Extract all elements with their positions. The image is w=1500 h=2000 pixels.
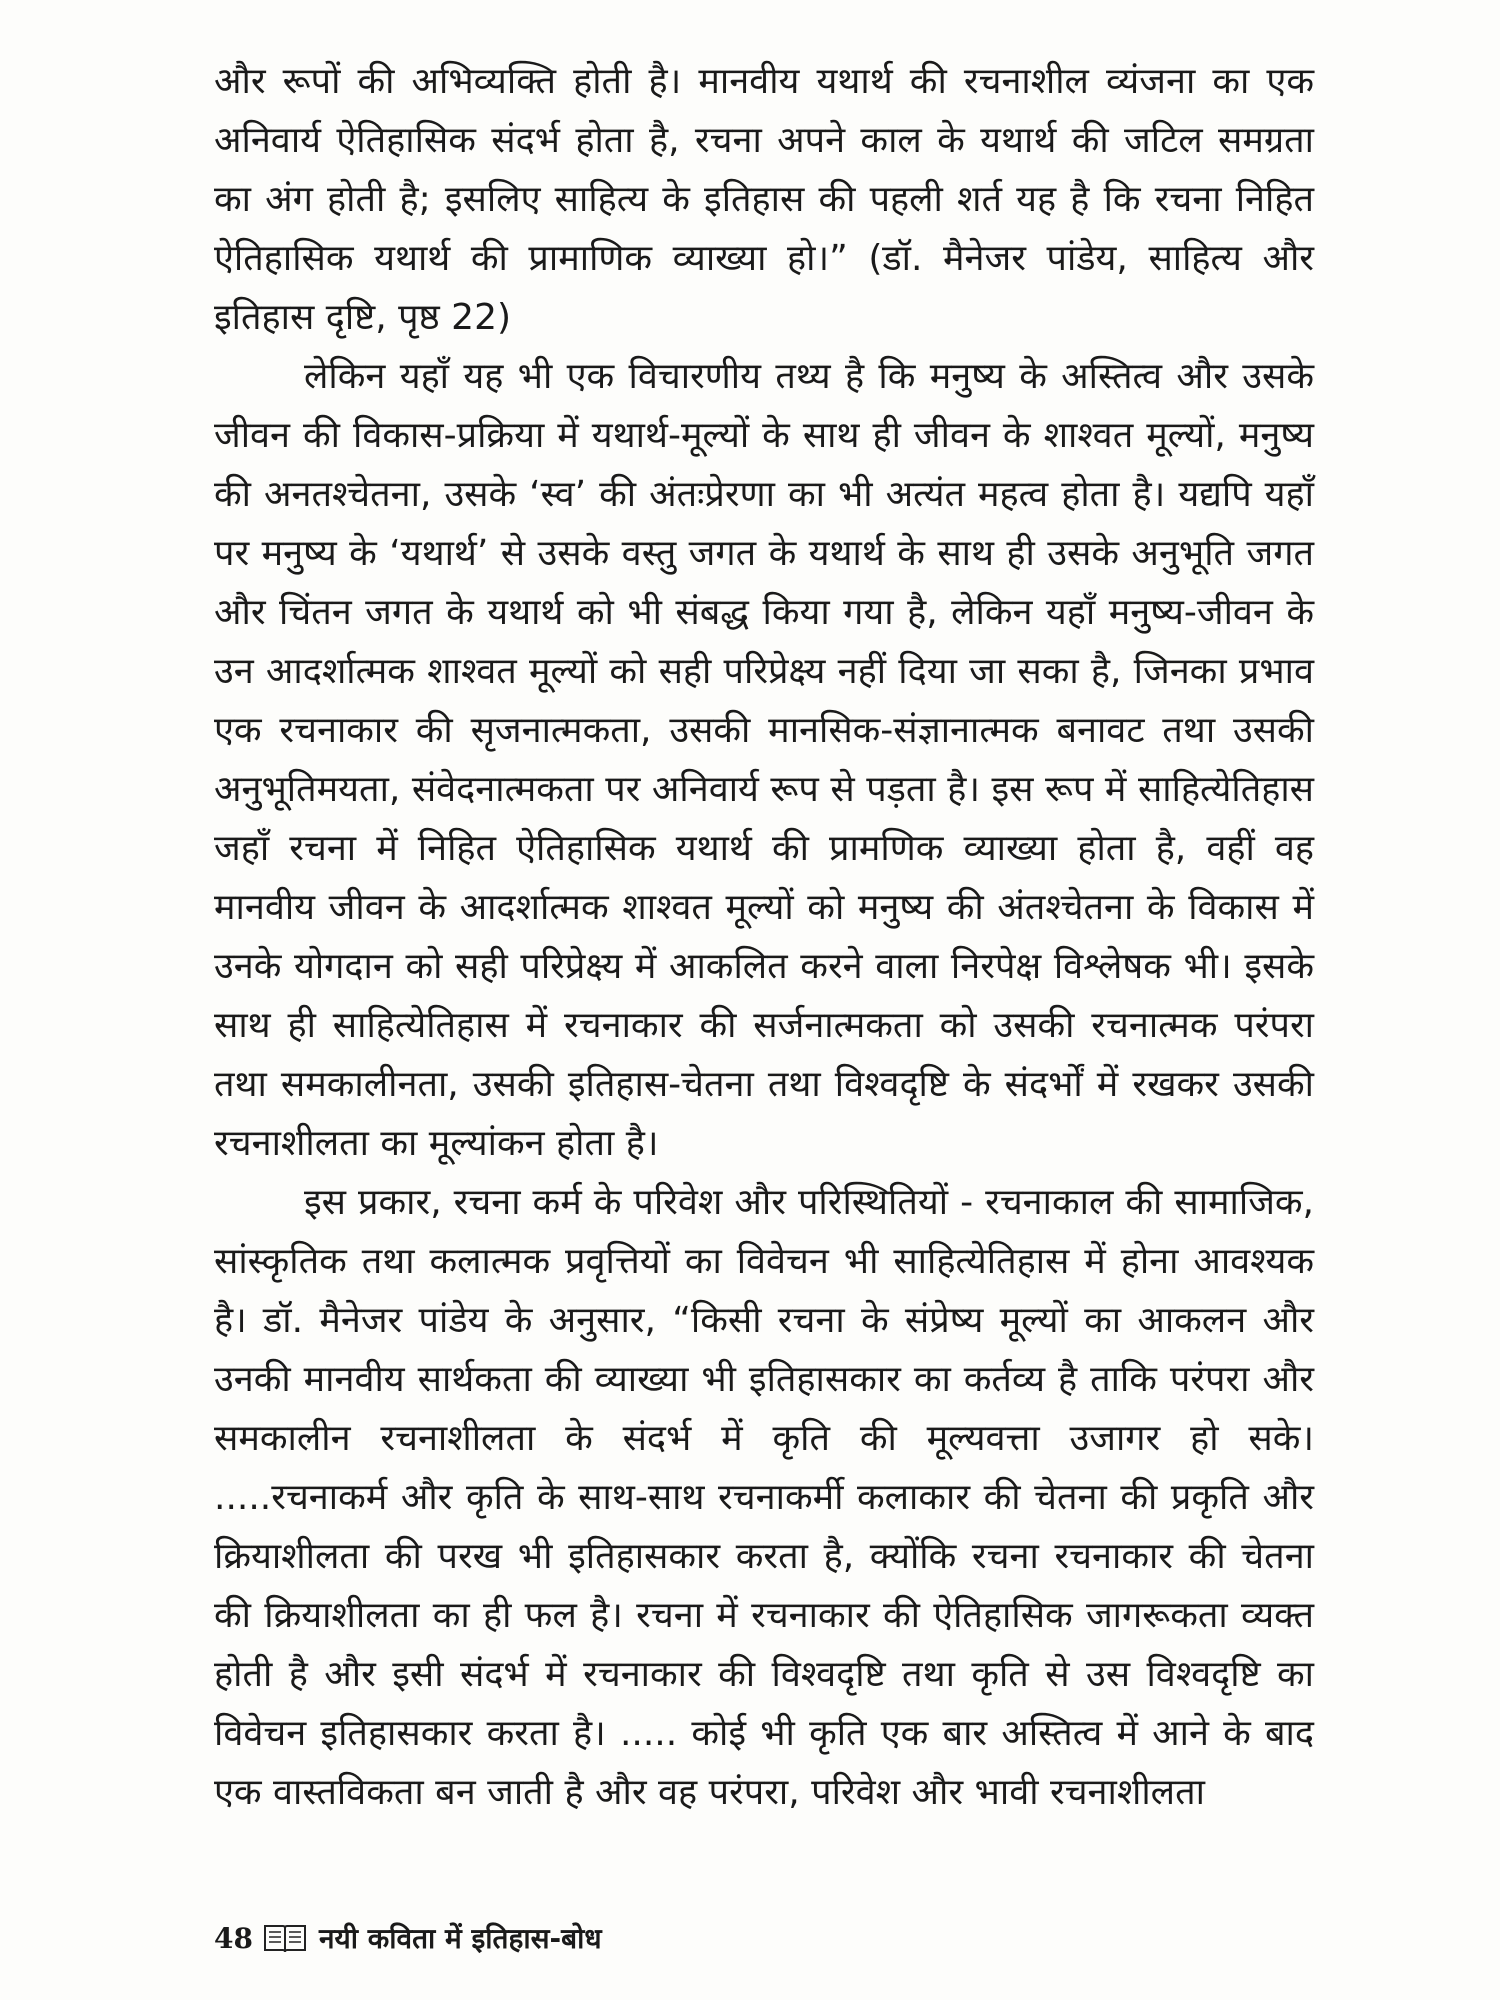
- paragraph-creative-environment: इस प्रकार, रचना कर्म के परिवेश और परिस्थितियों - रचनाकाल की सामाजिक, सांस्कृतिक तथा कलात्मक प्रवृत्तियों का विवेचन भी साहित्येतिहास में होना आवश्यक है। डॉ. मैनेजर पांडेय के अनुसार, “किसी रचना के संप्रेष्य मूल्यों का आकलन और उनकी मानवीय सार्थकता की व्याख्या भी इतिहासकार का कर्तव्य है ताकि परंपरा और समकालीन रचनाशीलता के संदर्भ में कृति की मूल्यवत्ता उजागर हो सके। .....रचनाकर्म और कृति के साथ-साथ रचनाकर्मी कलाकार की चेतना की प्रकृति और क्रियाशीलता की परख भी इतिहासकार करता है, क्योंकि रचना रचनाकार की चेतना की क्रियाशीलता का ही फल है। रचना में रचनाकार की ऐतिहासिक जागरूकता व्यक्त होती है और इसी संदर्भ में रचनाकार की विश्वदृष्टि तथा कृति से उस विश्वदृष्टि का विवेचन इतिहासकार करता है। ..... कोई भी कृति एक बार अस्तित्व में आने के बाद एक वास्तविकता बन जाती है और वह परंपरा, परिवेश और भावी रचनाशीलता: [214, 1182, 1314, 1813]
- book-title: नयी कविता में इतिहास-बोध: [318, 1922, 602, 1955]
- page-number: 48: [214, 1921, 253, 1955]
- paragraph-eternal-values: लेकिन यहाँ यह भी एक विचारणीय तथ्य है कि मनुष्य के अस्तित्व और उसके जीवन की विकास-प्रक्रिया में यथार्थ-मूल्यों के साथ ही जीवन के शाश्वत मूल्यों, मनुष्य की अनतश्चेतना, उसके ‘स्व’ की अंतःप्रेरणा का भी अत्यंत महत्व होता है। यद्यपि यहाँ पर मनुष्य के ‘यथार्थ’ से उसके वस्तु जगत के यथार्थ के साथ ही उसके अनुभूति जगत और चिंतन जगत के यथार्थ को भी संबद्ध किया गया है, लेकिन यहाँ मनुष्य-जीवन के उन आदर्शात्मक शाश्वत मूल्यों को सही परिप्रेक्ष्य नहीं दिया जा सका है, जिनका प्रभाव एक रचनाकार की सृजनात्मकता, उसकी मानसिक-संज्ञानात्मक बनावट तथा उसकी अनुभूतिमयता, संवेदनात्मकता पर अनिवार्य रूप से पड़ता है। इस रूप में साहित्येतिहास जहाँ रचना में निहित ऐतिहासिक यथार्थ की प्रामणिक व्याख्या होता है, वहीं वह मानवीय जीवन के आदर्शात्मक शाश्वत मूल्यों को मनुष्य की अंतश्चेतना के विकास में उनके योगदान को सही परिप्रेक्ष्य में आकलित करने वाला निरपेक्ष विश्लेषक भी। इसके साथ ही साहित्येतिहास में रचनाकार की सर्जनात्मकता को उसकी रचनात्मक परंपरा तथा समकालीनता, उसकी इतिहास-चेतना तथा विश्वदृष्टि के संदर्भों में रखकर उसकी रचनाशीलता का मूल्यांकन होता है।: [214, 356, 1314, 1164]
- paragraph-quote-continuation: और रूपों की अभिव्यक्ति होती है। मानवीय यथार्थ की रचनाशील व्यंजना का एक अनिवार्य ऐतिहासिक संदर्भ होता है, रचना अपने काल के यथार्थ की जटिल समग्रता का अंग होती है; इसलिए साहित्य के इतिहास की पहली शर्त यह है कि रचना निहित ऐतिहासिक यथार्थ की प्रामाणिक व्याख्या हो।” (डॉ. मैनेजर पांडेय, साहित्य और इतिहास दृष्टि, पृष्ठ 22): [214, 61, 1314, 338]
- body-text: [214, 52, 1314, 1822]
- open-book-icon: [263, 1922, 307, 1954]
- page-footer: [214, 1918, 602, 1958]
